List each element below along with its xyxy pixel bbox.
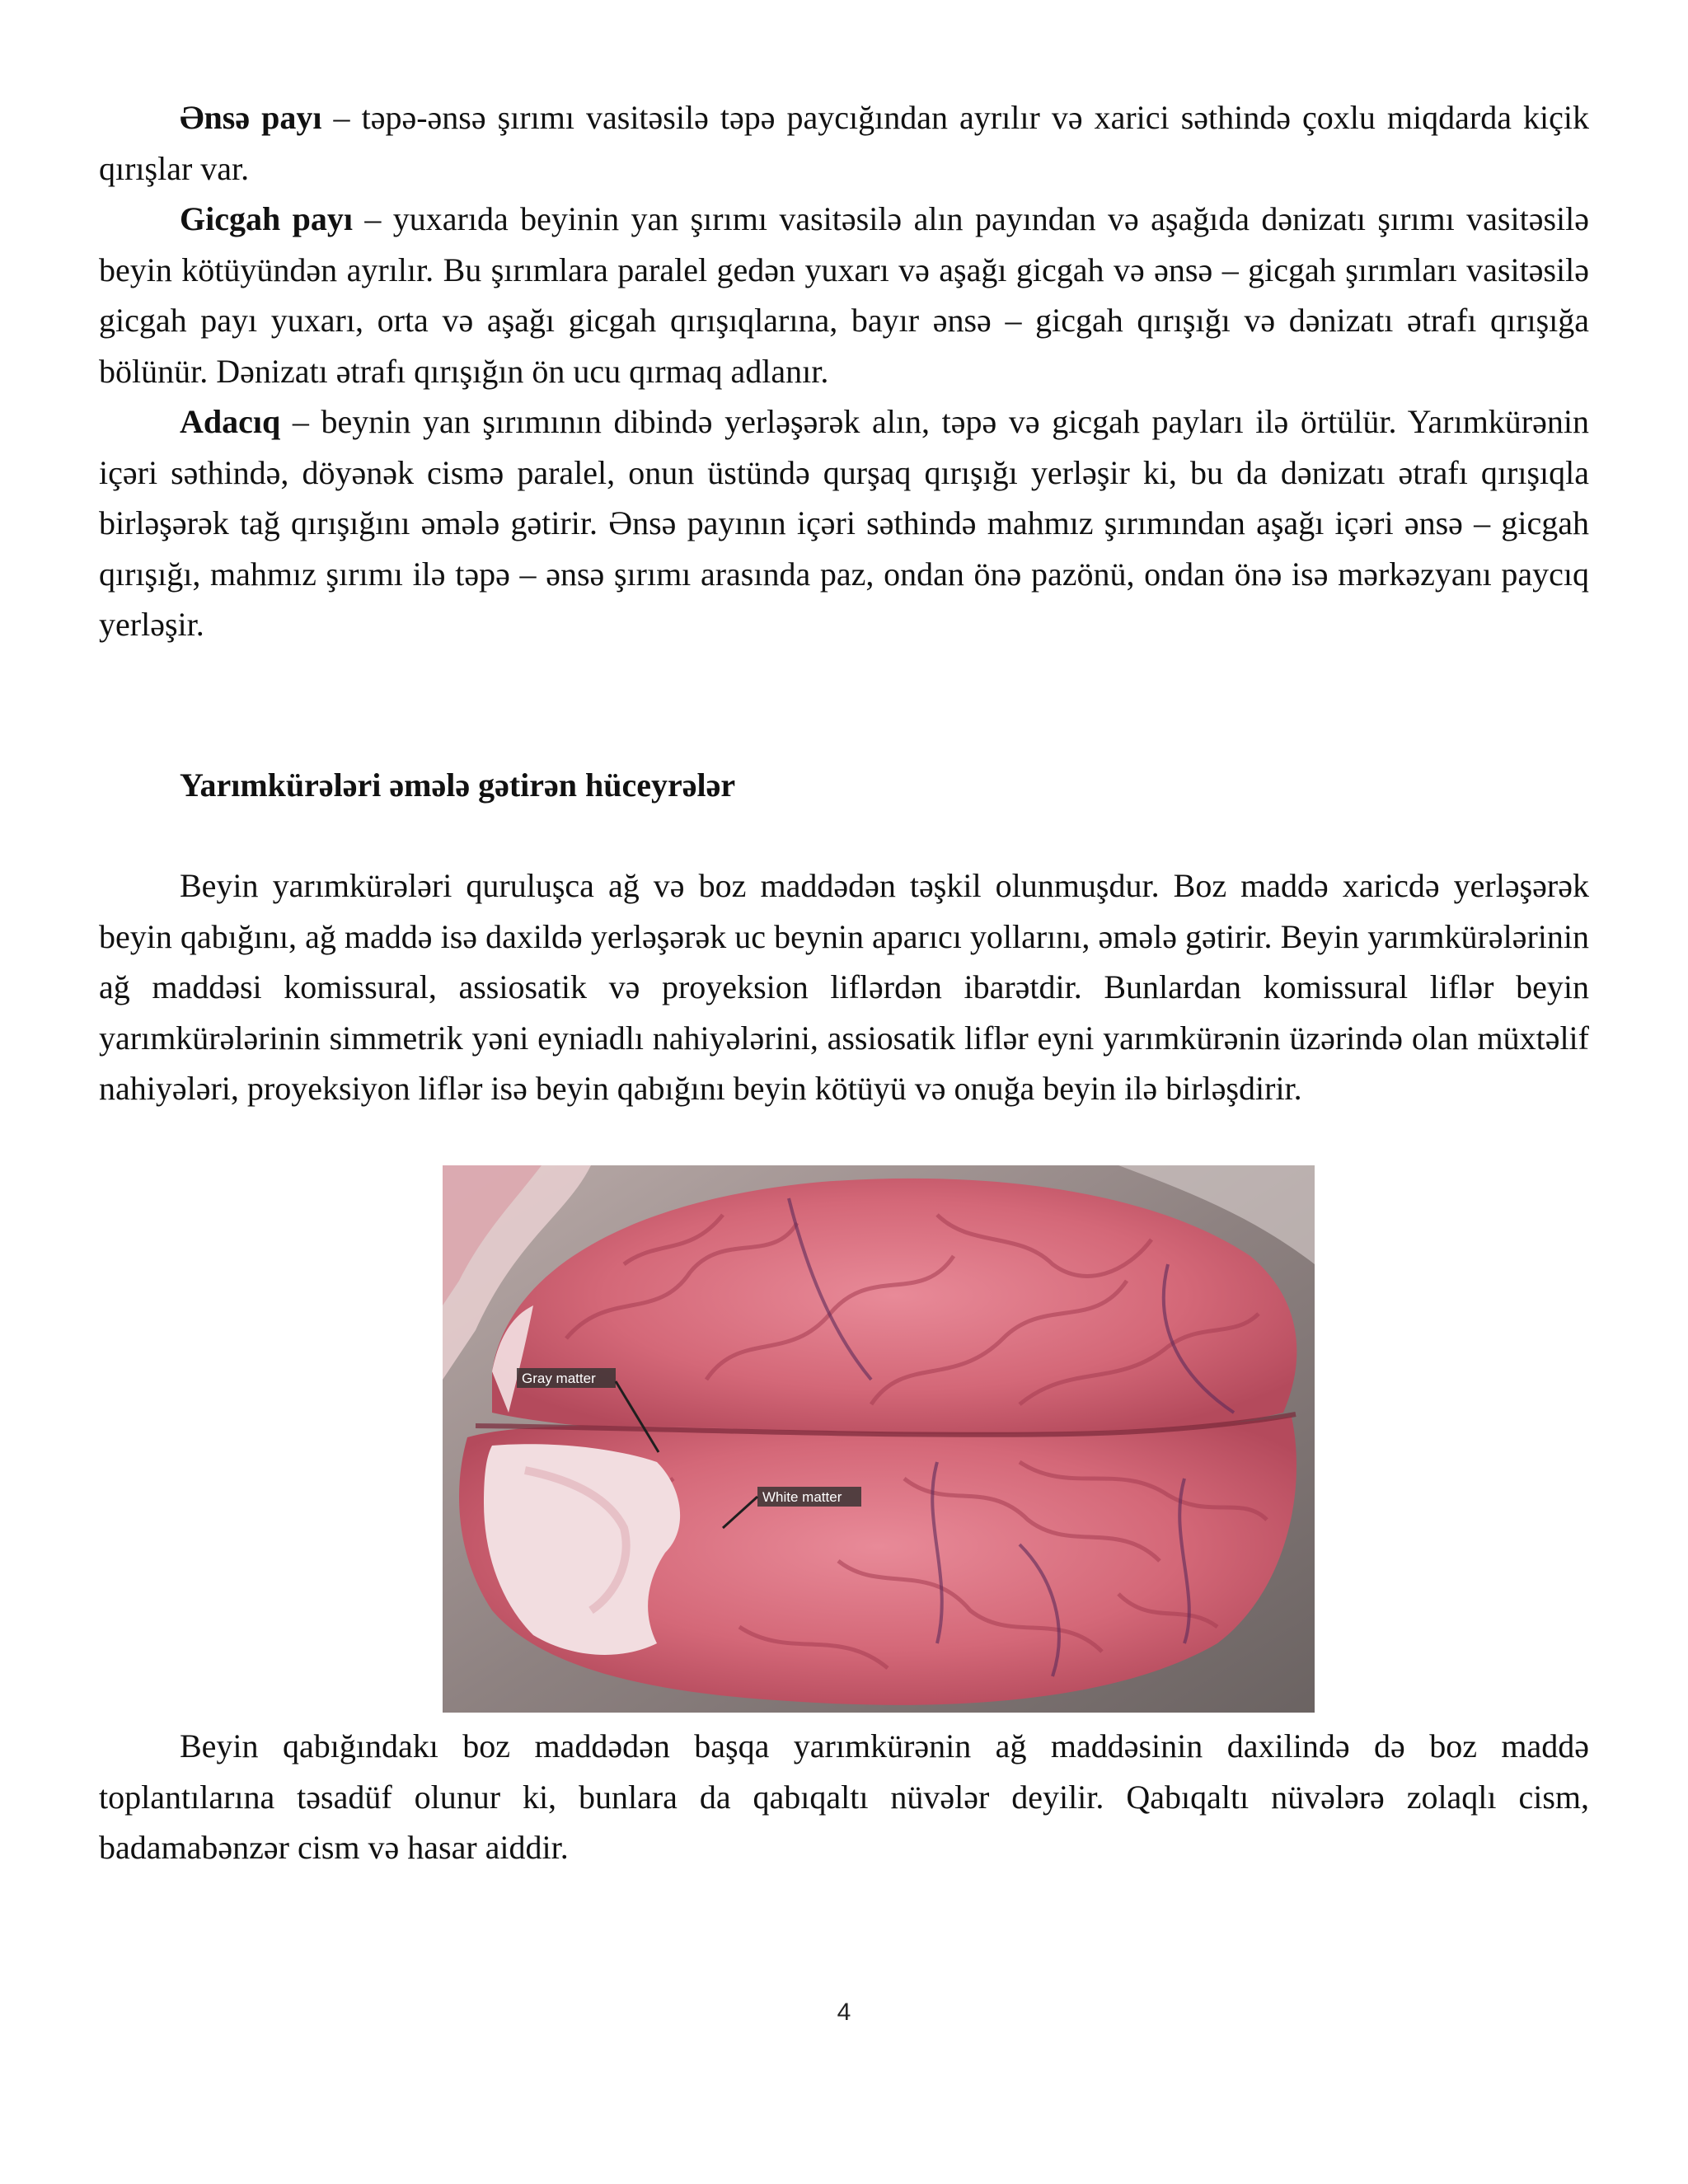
- top-section: [99, 92, 1589, 650]
- text-adaciq: – beynin yan şırımının dibində yerləşərək alın, təpə və gicgah payları ilə örtülür. Yarımkürənin içəri səthində, döyənək cismə paralel, onun üstündə qurşaq qırışığı yerləşir ki, bu da dənizatı ətrafı qırışıqla birləşərək tağ qırışığını əmələ gətirir. Ənsə payının içəri səthində mahmız şırımından aşağı içəri ənsə – gicgah qırışığı, mahmız şırımı ilə təpə – ənsə şırımı arasında paz, ondan önə pazönü, ondan önə isə mərkəzyanı paycıq yerləşir.: [99, 403, 1589, 643]
- paragraph-adaciq: [99, 396, 1589, 650]
- page-number: 4: [837, 1999, 851, 2026]
- brain-photo: [443, 1165, 1315, 1713]
- text-gicgah-payi: – yuxarıda beyinin yan şırımı vasitəsilə alın payından və aşağıda dənizatı şırımı vasitəsilə beyin kötüyündən ayrılır. Bu şırımlara paralel gedən yuxarı və aşağı gicgah və ənsə – gicgah şırımları vasitəsilə gicgah payı yuxarı, orta və aşağı gicgah qırışıqlarına, bayır ənsə – gicgah qırışığı və dənizatı ətrafı qırışığa bölünür. Dənizatı ətrafı qırışığın ön ucu qırmaq adlanır.: [99, 200, 1589, 390]
- paragraph-gicgah-payi: [99, 194, 1589, 396]
- label-white-matter-text: White matter: [762, 1489, 842, 1505]
- paragraph-middle: Beyin yarımkürələri quruluşca ağ və boz maddədən təşkil olunmuşdur. Boz maddə xaricdə yerləşərək beyin qabığını, ağ maddə isə daxildə yerləşərək uc beynin aparıcı yollarını, əmələ gətirir. Beyin yarımkürələrinin ağ maddəsi komissural, assiosatik və proyeksion liflərdən ibarətdir. Bunlardan komissural liflər beyin yarımkürələrinin simmetrik yəni eyniadlı nahiyələrini, assiosatik liflər eyni yarımkürənin üzərində olan müxtəlif nahiyələri, proyeksiyon liflər isə beyin qabığını beyin kötüyü və onuğa beyin ilə birləşdirir.: [99, 867, 1589, 1107]
- bottom-section: [99, 1721, 1589, 1873]
- label-gray-matter-text: Gray matter: [522, 1371, 596, 1386]
- term-ense-payi: Ənsə payı: [180, 99, 322, 136]
- term-gicgah-payi: Gicgah payı: [180, 200, 353, 237]
- paragraph-bottom: Beyin qabığındakı boz maddədən başqa yarımkürənin ağ maddəsinin daxilində də boz maddə toplantılarına təsadüf olunur ki, bunlara da qabıqaltı nüvələr deyilir. Qabıqaltı nüvələrə zolaqlı cism, badamabənzər cism və hasar aiddir.: [99, 1727, 1589, 1866]
- term-adaciq: Adacıq: [180, 403, 281, 440]
- paragraph-ense-payi: [99, 92, 1589, 194]
- section-heading: Yarımkürələri əmələ gətirən hüceyrələr: [180, 766, 736, 804]
- brain-illustration: [443, 1165, 1315, 1713]
- text-ense-payi: – təpə-ənsə şırımı vasitəsilə təpə paycığından ayrılır və xarici səthində çoxlu miqdarda kiçik qırışlar var.: [99, 99, 1589, 187]
- middle-section: [99, 860, 1589, 1114]
